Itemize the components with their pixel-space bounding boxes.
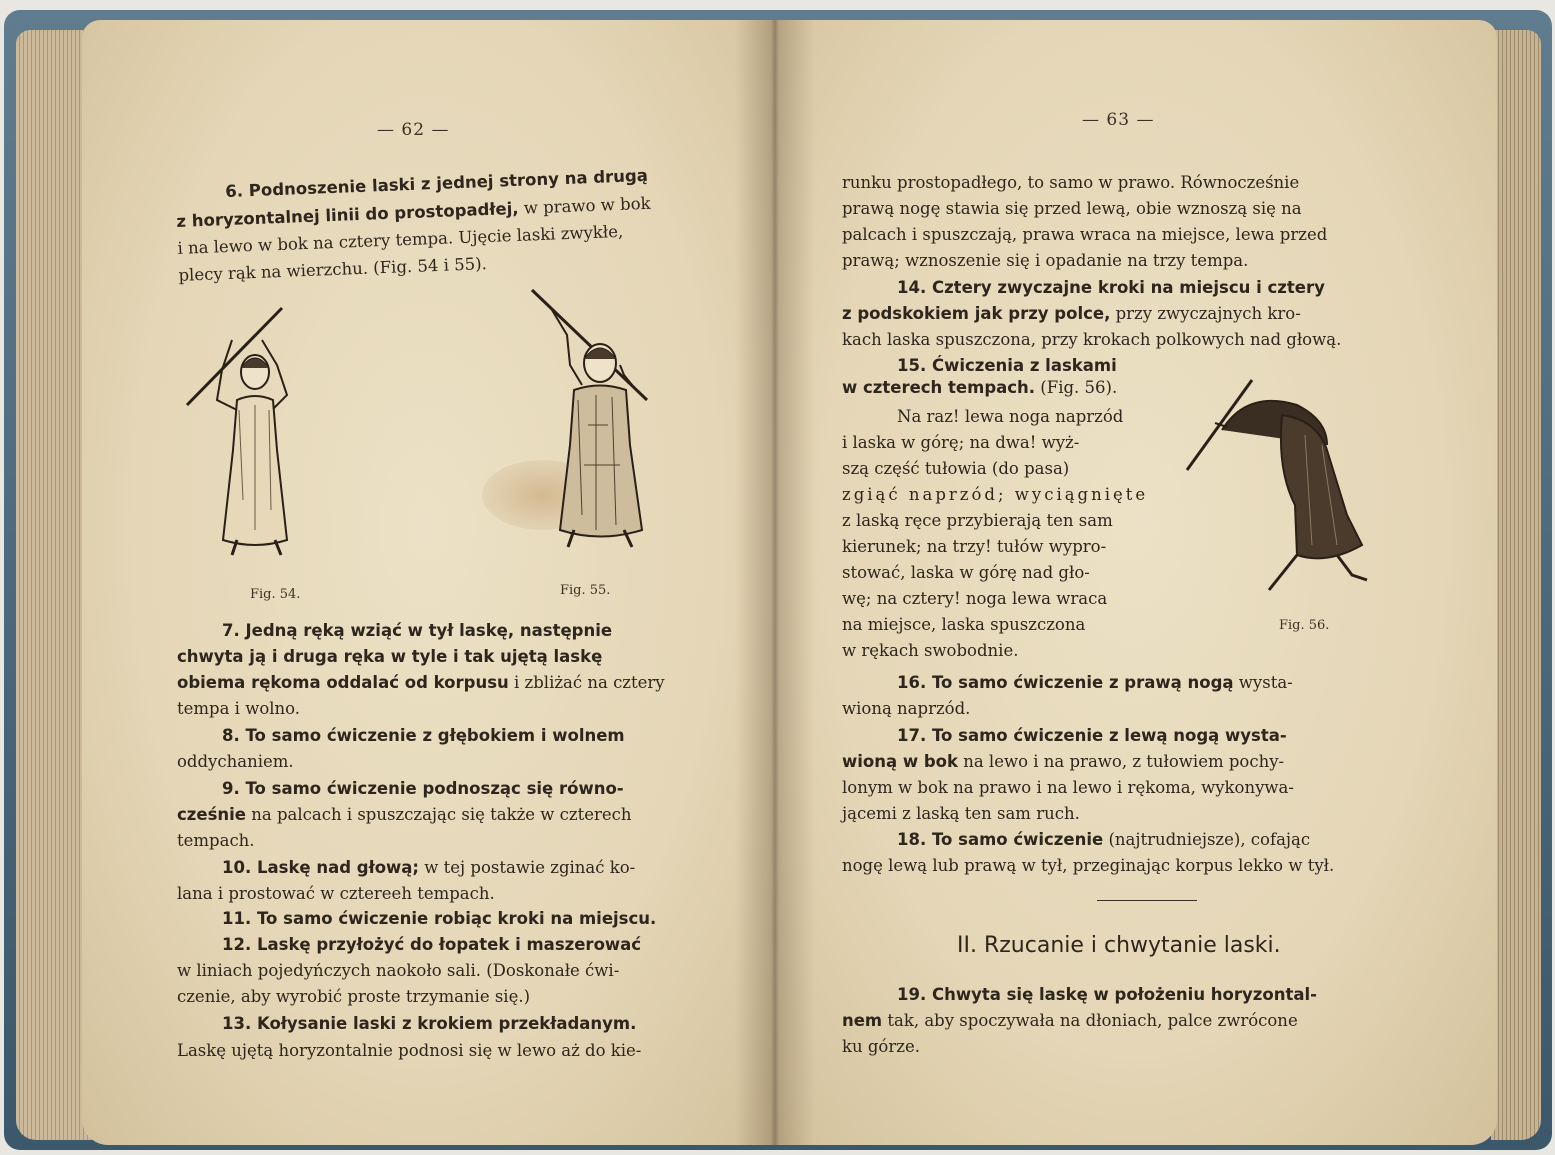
exercise-16-line: 16. To samo ćwiczenie z prawą nogą wysta-: [897, 673, 1293, 692]
exercise-17-line: wioną w bok na lewo i na prawo, z tułowiem pochy-: [842, 752, 1285, 771]
exercise-15-line: w rękach swobodnie.: [842, 641, 1019, 660]
exercise-7-line: tempa i wolno.: [177, 699, 301, 718]
exercise-15-line: wę; na cztery! noga lewa wraca: [842, 589, 1108, 608]
page-edges-right: [1491, 30, 1541, 1140]
figure-54-illustration: [177, 300, 337, 560]
figure-55-caption: Fig. 55.: [560, 583, 611, 598]
exercise-15-line: w czterech tempach. (Fig. 56).: [842, 378, 1118, 397]
exercise-6: [82, 20, 772, 315]
page-number: — 62 —: [377, 120, 450, 140]
exercise-8-line: oddychaniem.: [177, 752, 294, 771]
exercise-17-line: jącemi z laską ten sam ruch.: [842, 804, 1080, 823]
exercise-18-line: nogę lewą lub prawą w tył, przeginając korpus lekko w tył.: [842, 856, 1335, 875]
exercise-7-line: obiema rękoma oddalać od korpusu i zbliżać na cztery: [177, 673, 665, 692]
figure-56-illustration: [1177, 375, 1387, 605]
continuation-line: prawą; wznoszenie się i opadanie na trzy tempa.: [842, 251, 1249, 270]
exercise-6-line: plecy rąk na wierzchu. (Fig. 54 i 55).: [178, 254, 488, 285]
exercise-15-line: na miejsce, laska spuszczona: [842, 615, 1086, 634]
exercise-15-line: kierunek; na trzy! tułów wypro-: [842, 537, 1107, 556]
exercise-14-line: 14. Cztery zwyczajne kroki na miejscu i cztery: [897, 278, 1325, 297]
exercise-10-line: lana i prostować w cztereeh tempach.: [177, 884, 495, 903]
exercise-14-line: kach laska spuszczona, przy krokach polkowych nad głową.: [842, 330, 1342, 349]
continuation-line: prawą nogę stawia się przed lewą, obie wznoszą się na: [842, 199, 1302, 218]
book-gutter: [735, 20, 815, 1145]
exercise-11-line: 11. To samo ćwiczenie robiąc kroki na miejscu.: [222, 909, 657, 928]
exercise-15-line: szą część tułowia (do pasa): [842, 459, 1070, 478]
exercise-12-line: czenie, aby wyrobić proste trzymanie się.): [177, 987, 531, 1006]
exercise-17-line: lonym w bok na prawo i na lewo i rękoma, wykonywa-: [842, 778, 1294, 797]
exercise-6-line: z horyzontalnej linii do prostopadłej, w prawo w bok: [176, 193, 651, 231]
exercise-9-line: tempach.: [177, 831, 255, 850]
exercise-9-line: cześnie na palcach i spuszczając się także w czterech: [177, 805, 632, 824]
exercise-14-line: z podskokiem jak przy polce, przy zwyczajnych kro-: [842, 304, 1301, 323]
section-divider: [1097, 900, 1197, 901]
exercise-19-line: 19. Chwyta się laskę w położeniu horyzontal-: [897, 985, 1317, 1004]
exercise-15-line: 15. Ćwiczenia z laskami: [897, 356, 1117, 375]
page-number: — 63 —: [1082, 110, 1155, 130]
exercise-12-line: 12. Laskę przyłożyć do łopatek i maszerować: [222, 935, 642, 954]
left-page: [82, 20, 772, 1145]
figure-54-caption: Fig. 54.: [250, 587, 301, 602]
exercise-16-line: wioną naprzód.: [842, 699, 971, 718]
continuation-line: palcach i spuszczają, prawa wraca na miejsce, lewa przed: [842, 225, 1328, 244]
figure-55-illustration: [512, 285, 682, 560]
exercise-13-line: Laskę ujętą horyzontalnie podnosi się w lewo aż do kie-: [177, 1041, 642, 1060]
exercise-13-line: 13. Kołysanie laski z krokiem przekładanym.: [222, 1014, 637, 1033]
exercise-15-line: zgiąć naprzód; wyciągnięte: [842, 485, 1149, 504]
exercise-7-line: chwyta ją i druga ręka w tyle i tak ujętą laskę: [177, 647, 603, 666]
exercise-9-line: 9. To samo ćwiczenie podnosząc się równo-: [222, 779, 624, 798]
exercise-15-line: Na raz! lewa noga naprzód: [897, 407, 1124, 426]
exercise-12-line: w liniach pojedyńczych naokoło sali. (Doskonałe ćwi-: [177, 961, 620, 980]
section-heading: II. Rzucanie i chwytanie laski.: [957, 933, 1281, 958]
exercise-7-line: 7. Jedną ręką wziąć w tył laskę, następnie: [222, 621, 613, 640]
right-page: [772, 20, 1497, 1145]
continuation-line: runku prostopadłego, to samo w prawo. Równocześnie: [842, 173, 1300, 192]
figure-56-caption: Fig. 56.: [1279, 618, 1330, 633]
exercise-6-line: 6. Podnoszenie laski z jednej strony na drugą: [224, 165, 649, 202]
exercise-15-line: z laską ręce przybierają ten sam: [842, 511, 1113, 530]
exercise-19-line: ku górze.: [842, 1037, 920, 1056]
exercise-15-line: stować, laska w górę nad gło-: [842, 563, 1090, 582]
exercise-17-line: 17. To samo ćwiczenie z lewą nogą wysta-: [897, 726, 1287, 745]
exercise-8-line: 8. To samo ćwiczenie z głębokiem i wolnem: [222, 726, 625, 745]
exercise-18-line: 18. To samo ćwiczenie (najtrudniejsze), cofając: [897, 830, 1311, 849]
exercise-10-line: 10. Laskę nad głową; w tej postawie zginać ko-: [222, 858, 636, 877]
exercise-6-line: i na lewo w bok na cztery tempa. Ujęcie laski zwykłe,: [177, 221, 624, 258]
exercise-15-line: i laska w górę; na dwa! wyż-: [842, 433, 1080, 452]
exercise-19-line: nem tak, aby spoczywała na dłoniach, palce zwrócone: [842, 1011, 1298, 1030]
